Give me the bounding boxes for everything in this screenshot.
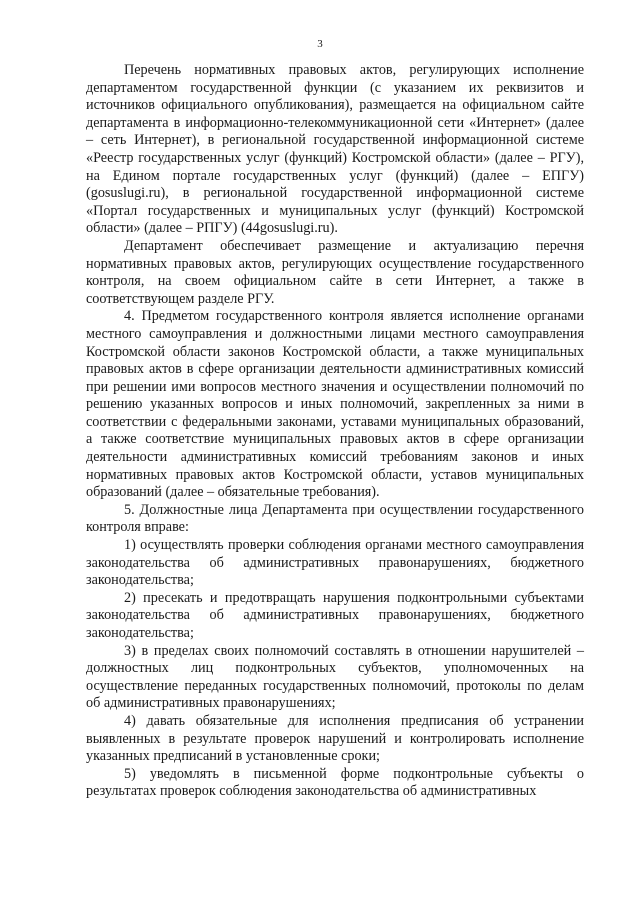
paragraph-department-publication: Департамент обеспечивает размещение и актуализацию перечня нормативных правовых актов, регулирующих осуществление государственного контроля, на своем официальном сайте в сети Интернет, а также в соответствующем разделе РГУ. <box>86 237 584 307</box>
page-number: 3 <box>317 38 323 50</box>
paragraph-regulatory-acts-list: Перечень нормативных правовых актов, регулирующих исполнение департаментом государственной функции (с указанием их реквизитов и источников официального опубликования), размещается на официальном сайте департамента в информационно-телекоммуникационной сети «Интернет» (далее – сеть Интернет), в региональной государственной информационной системе «Реестр государственных услуг (функций) Костромской области» (далее – РГУ), на Едином портале государственных услуг (функций) (далее – ЕПГУ) (gosuslugi.ru), в региональной государственной информационной системе «Портал государственных и муниципальных услуг (функций) Костромской области» (далее – РПГУ) (44gosuslugi.ru). <box>86 62 584 237</box>
list-item-3-protocols: 3) в пределах своих полномочий составлять в отношении нарушителей – должностных лиц подконтрольных субъектов, уполномоченных на осуществление переданных государственных полномочий, протоколы по делам об административных правонарушениях; <box>86 642 584 712</box>
list-item-4-orders: 4) давать обязательные для исполнения предписания об устранении выявленных в результате проверок нарушений и контролировать исполнение указанных предписаний в установленные сроки; <box>86 712 584 765</box>
paragraph-item-5-officials-rights: 5. Должностные лица Департамента при осуществлении государственного контроля вправе: <box>86 501 584 536</box>
document-body <box>86 62 584 801</box>
list-item-1-inspections: 1) осуществлять проверки соблюдения органами местного самоуправления законодательства об административных правонарушениях, бюджетного законодательства; <box>86 537 584 589</box>
list-item-2-prevent-violations: 2) пресекать и предотвращать нарушения подконтрольными субъектами законодательства об административных правонарушениях, бюджетного законодательства; <box>86 589 584 641</box>
list-item-5-notifications: 5) уведомлять в письменной форме подконтрольные субъекты о результатах проверок соблюдения законодательства об административных <box>86 765 584 800</box>
paragraph-item-4-subject-of-control: 4. Предметом государственного контроля является исполнение органами местного самоуправления и должностными лицами местного самоуправления Костромской области законов Костромской области, а также муниципальных правовых актов в сфере организации деятельности административных комиссий при решении ими вопросов местного значения и осуществлении полномочий по решению указанных вопросов и иных полномочий, закрепленных за ними в соответствии с федеральными законами, уставами муниципальных образований, а также соответствие муниципальных правовых актов в сфере организации деятельности административных комиссий требованиям законов и иных нормативных правовых актов Костромской области, уставов муниципальных образований (далее – обязательные требования). <box>86 308 584 501</box>
